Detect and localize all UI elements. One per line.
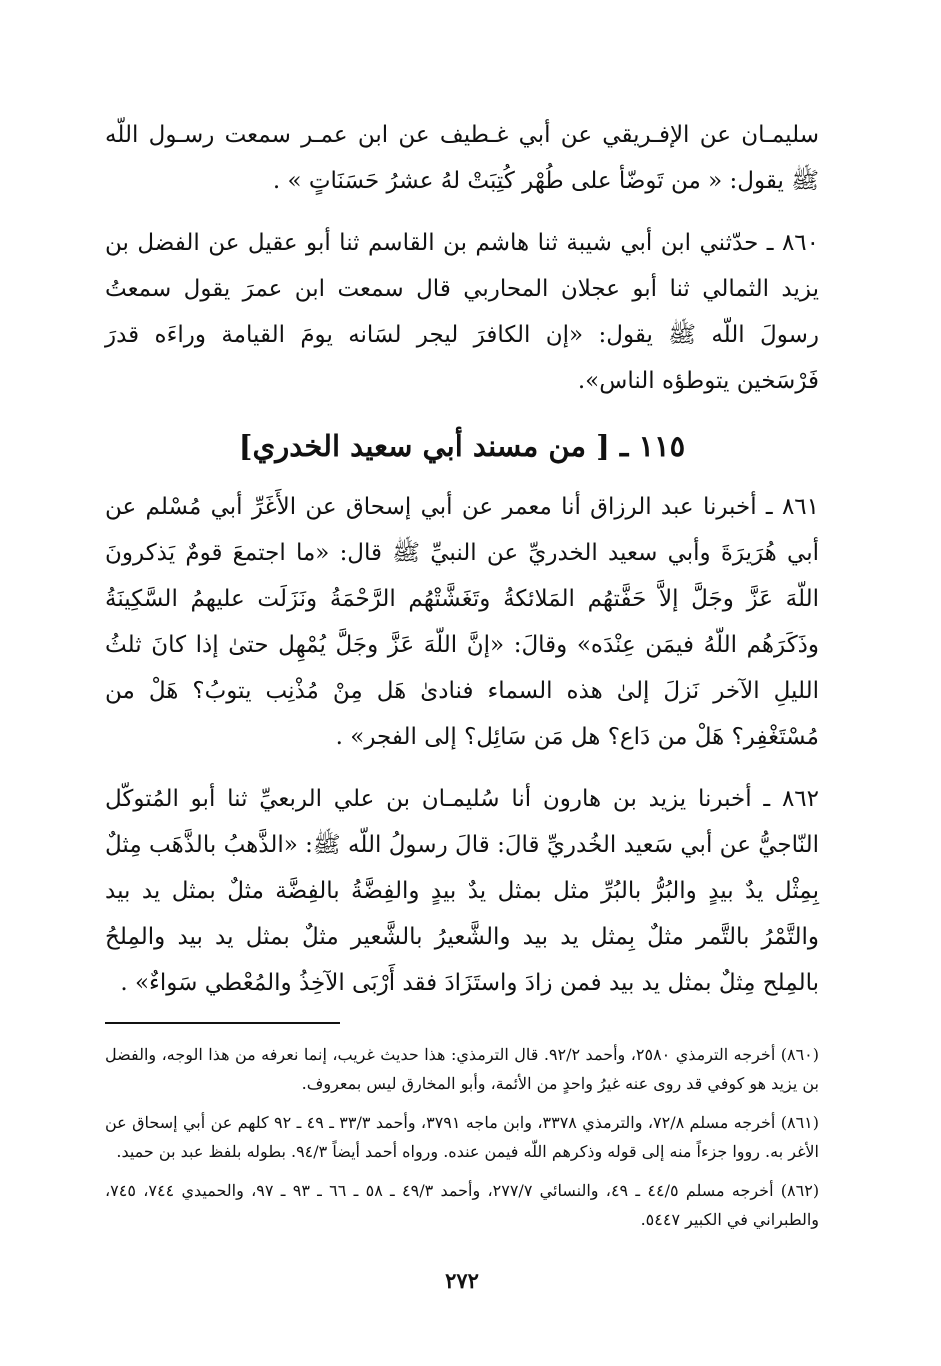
footnote-862: (٨٦٢) أخرجه مسلم ٤٤/٥ ـ ٤٩، والنسائي ٢٧٧/٧، وأحمد ٤٩/٣ ـ ٥٨ ـ ٦٦ ـ ٩٣ ـ ٩٧، والحميدي ٧٤٤، ٧٤٥، والطبراني في الكبير ٥٤٤٧. [105, 1181, 820, 1229]
section-heading: ١١٥ ـ [ من مسند أبي سعيد الخدري] [238, 429, 686, 463]
hadith-862: ٨٦٢ ـ أخبرنا يزيد بن هارون أنا سُليمـان بن علي الربعيِّ ثنا أبو المُتوكّل النّاجيُّ عن أبي سَعيد الخُدريِّ قالَ: قالَ رسولُ اللّه ﷺ: «الذَّهبُ بالذَّهَب مِثلٌ بِمِثْل يدٌ بيدٍ والبُرُّ بالبُرِّ مثل بمثل يدٌ بيدٍ والفِضَّةُ بالفِضَّة مثلٌ بمثل يد بيد والتَّمْرُ بالتَّمر مثلٌ بِمثل يد بيد والشَّعيرُ بالشَّعير مثلٌ بمثل يد بيد والمِلحُ بالمِلح مِثلٌ بمثل يد بيد فمن زادَ واستَزَادَ فقد أَرْبَى الآخِذُ والمُعْطي سَواءٌ» . [105, 786, 819, 996]
footnote-861: (٨٦١) أخرجه مسلم ٧٢/٨، والترمذي ٣٣٧٨، وابن ماجه ٣٧٩١، وأحمد ٣٣/٣ ـ ٤٩ ـ ٩٢ كلهم عن أبي إسحاق عن الأغر به. رووا جزءاً منه إلى قوله وذكرهم اللّه فيمن عنده. ورواه أحمد أيضاً ٩٤/٣. بطوله بلفظ عبد بن حميد. [105, 1113, 820, 1161]
main-text [105, 112, 819, 1006]
footnotes [105, 1040, 819, 1234]
book-page [105, 112, 819, 1293]
paragraph-continuation: سليمـان عن الإفـريقي عن أبي غـطيف عن ابن عمـر سمعت رسـول اللّه ﷺ يقول: « من تَوضّأ على طُهْر كُتِبَتْ لهُ عشرُ حَسَنَاتٍ » . [105, 122, 819, 194]
page-number: ٢٧٢ [445, 1268, 479, 1293]
hadith-860: ٨٦٠ ـ حدّثني ابن أبي شيبة ثنا هاشم بن القاسم ثنا أبو عقيل عن الفضل بن يزيد الثمالي ثنا أبو عجلان المحاربي قال سمعت ابن عمرَ يقول سمعتُ رسولَ اللّه ﷺ يقول: «إن الكافرَ ليجر لسَانه يومَ القيامة وراءَه قدرَ فَرْسَخين يتوطؤه الناس». [105, 230, 819, 394]
hadith-861: ٨٦١ ـ أخبرنا عبد الرزاق أنا معمر عن أبي إسحاق عن الأَغَرِّ أبي مُسْلم عن أبي هُرَيرَةَ وأبي سعيد الخدريِّ عن النبيِّ ﷺ قال: «ما اجتمعَ قومٌ يَذكرونَ اللّهَ عَزَّ وجَلَّ إلاَّ حَفَّتهُم المَلائكةُ وتَغَشَّتْهُم الرَّحْمَةُ ونَزَلَت عليهمُ السَّكِينَةُ وذَكَرَهُم اللّهُ فيمَن عِنْدَه» وقالَ: «إنَّ اللّهَ عَزَّ وجَلَّ يُمْهِل حتىٰ إذا كانَ ثلثُ الليلِ الآخر نَزلَ إلىٰ هذه السماء فنادىٰ هَل مِنْ مُذْنِب يتوبُ؟ هَلْ من مُسْتَغْفِر؟ هَلْ من دَاع؟ هل مَن سَائِل؟ إلى الفجر» . [105, 494, 819, 750]
footnote-860: (٨٦٠) أخرجه الترمذي ٢٥٨٠، وأحمد ٩٢/٢. قال الترمذي: هذا حديث غريب، إنما نعرفه من هذا الوجه، والفضل بن يزيد هو كوفي قد روى عنه غيرُ واحدٍ من الأئمة، وأبو المخارق ليس بمعروف. [105, 1045, 819, 1093]
footnote-divider [105, 1022, 340, 1024]
